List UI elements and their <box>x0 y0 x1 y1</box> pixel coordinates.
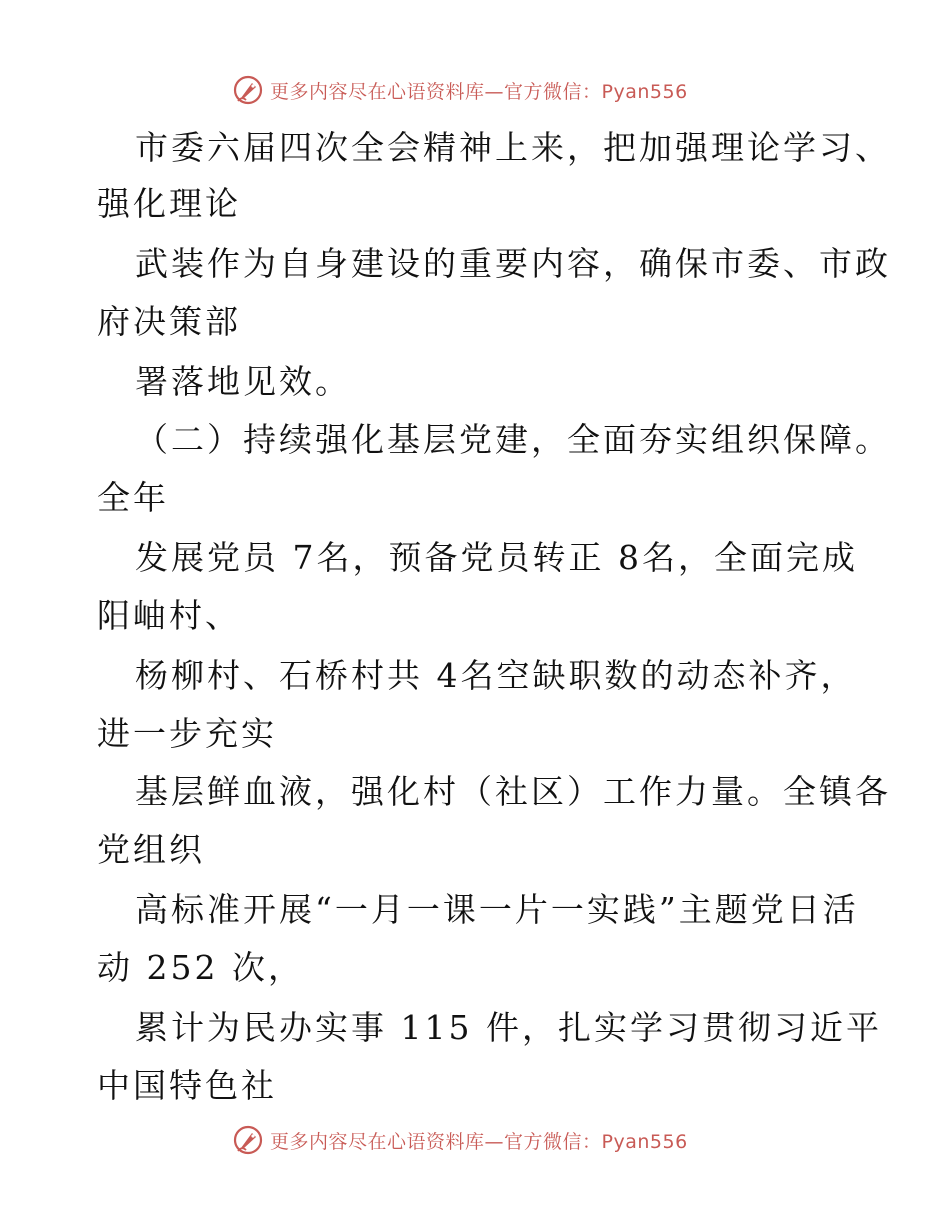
body-line: （二）持续强化基层党建，全面夯实组织保障。 <box>135 420 891 459</box>
pen-nib-seal-icon <box>232 74 264 106</box>
body-line: 进一步充实 <box>97 714 277 753</box>
body-line: 发展党员 7名，预备党员转正 8名，全面完成 <box>135 538 858 577</box>
body-line: 中国特色社 <box>97 1066 277 1105</box>
body-line: 市委六届四次全会精神上来，把加强理论学习、 <box>135 128 891 167</box>
body-line: 阳岫村、 <box>97 596 241 635</box>
pen-nib-seal-icon <box>232 1124 264 1156</box>
watermark-text: 更多内容尽在心语资料库—官方微信：Pyan556 <box>270 80 688 103</box>
body-line: 基层鲜血液，强化村（社区）工作力量。全镇各 <box>135 772 891 811</box>
body-line: 强化理论 <box>97 184 241 223</box>
body-line: 府决策部 <box>97 302 241 341</box>
footer-watermark <box>232 1122 752 1158</box>
body-line: 累计为民办实事 115 件，扎实学习贯彻习近平 <box>135 1008 882 1047</box>
body-line: 全年 <box>97 478 169 517</box>
watermark-text: 更多内容尽在心语资料库—官方微信：Pyan556 <box>270 1130 688 1153</box>
body-line: 高标准开展“一月一课一片一实践”主题党日活 <box>135 890 859 929</box>
body-line: 党组织 <box>97 830 205 869</box>
body-line: 武装作为自身建设的重要内容，确保市委、市政 <box>135 244 891 283</box>
header-watermark <box>232 72 752 108</box>
body-line: 署落地见效。 <box>135 362 351 401</box>
body-line: 杨柳村、石桥村共 4名空缺职数的动态补齐， <box>135 656 857 695</box>
body-line: 动 252 次， <box>97 948 304 987</box>
